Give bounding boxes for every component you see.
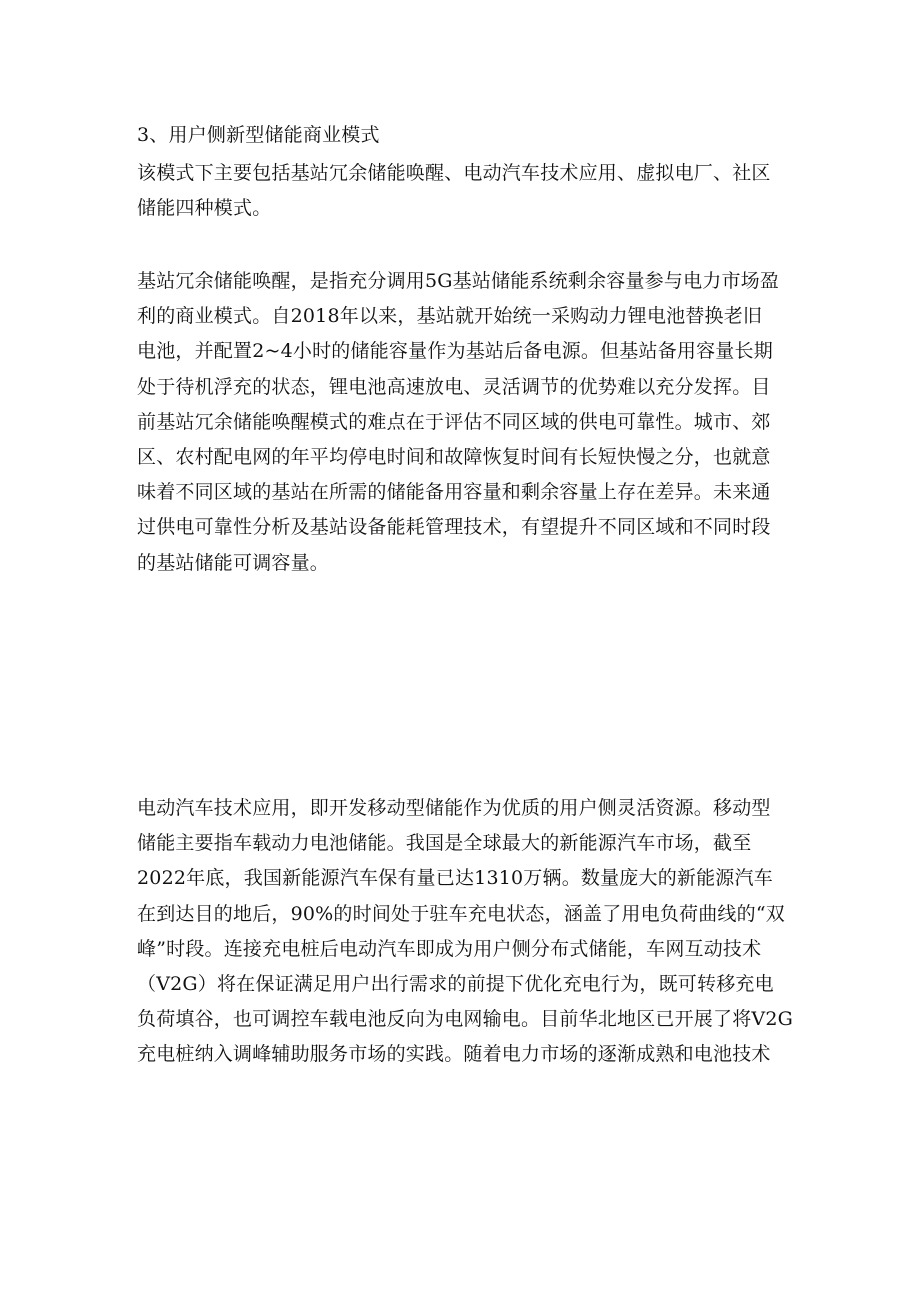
paragraph-line: 处于待机浮充的状态，锂电池高速放电、灵活调节的优势难以充分发挥。目 (137, 375, 771, 398)
paragraph-line: 过供电可靠性分析及基站设备能耗管理技术，有望提升不同区域和不同时段 (137, 516, 771, 539)
paragraph-base-station (137, 264, 797, 581)
paragraph-line: 区、农村配电网的年平均停电时间和故障恢复时间有长短快慢之分，也就意 (137, 445, 771, 468)
paragraph-electric-vehicle (137, 791, 797, 1073)
paragraph-line: 峰”时段。连接充电桩后电动汽车即成为用户侧分布式储能，车网互动技术 (137, 937, 762, 960)
paragraph-line: 味着不同区域的基站在所需的储能备用容量和剩余容量上存在差异。未来通 (137, 481, 771, 504)
paragraph-line: 该模式下主要包括基站冗余储能唤醒、电动汽车技术应用、虚拟电厂、社区 (137, 162, 771, 184)
paragraph-line: 的基站储能可调容量。 (137, 551, 330, 574)
heading-text: 3、用户侧新型储能商业模式 (137, 124, 380, 146)
paragraph-line: 充电桩纳入调峰辅助服务市场的实践。随着电力市场的逐渐成熟和电池技术 (137, 1043, 771, 1066)
paragraph-line: 基站冗余储能唤醒，是指充分调用5G基站储能系统剩余容量参与电力市场盈 (137, 270, 780, 292)
paragraph-line: 利的商业模式。自2018年以来，基站就开始统一采购动力锂电池替换老旧 (137, 305, 763, 328)
paragraph-line: 在到达目的地后，90%的时间处于驻车充电状态，涵盖了用电负荷曲线的“双 (137, 902, 785, 925)
paragraph-line: 前基站冗余储能唤醒模式的难点在于评估不同区域的供电可靠性。城市、郊 (137, 410, 771, 433)
paragraph-line: 电池，并配置2~4小时的储能容量作为基站后备电源。但基站备用容量长期 (137, 340, 773, 363)
paragraph-line: 电动汽车技术应用，即开发移动型储能作为优质的用户侧灵活资源。移动型 (137, 797, 771, 819)
paragraph-line: 2022年底，我国新能源汽车保有量已达1310万辆。数量庞大的新能源汽车 (137, 867, 773, 890)
paragraph-line: 储能四种模式。 (137, 197, 272, 220)
paragraph-overview (137, 156, 797, 226)
paragraph-line: 负荷填谷，也可调控车载电池反向为电网输电。目前华北地区已开展了将V2G (137, 1008, 793, 1031)
paragraph-line: （V2G）将在保证满足用户出行需求的前提下优化充电行为，既可转移充电 (137, 972, 774, 995)
section-heading (137, 118, 797, 153)
paragraph-line: 储能主要指车载动力电池储能。我国是全球最大的新能源汽车市场，截至 (137, 832, 752, 855)
